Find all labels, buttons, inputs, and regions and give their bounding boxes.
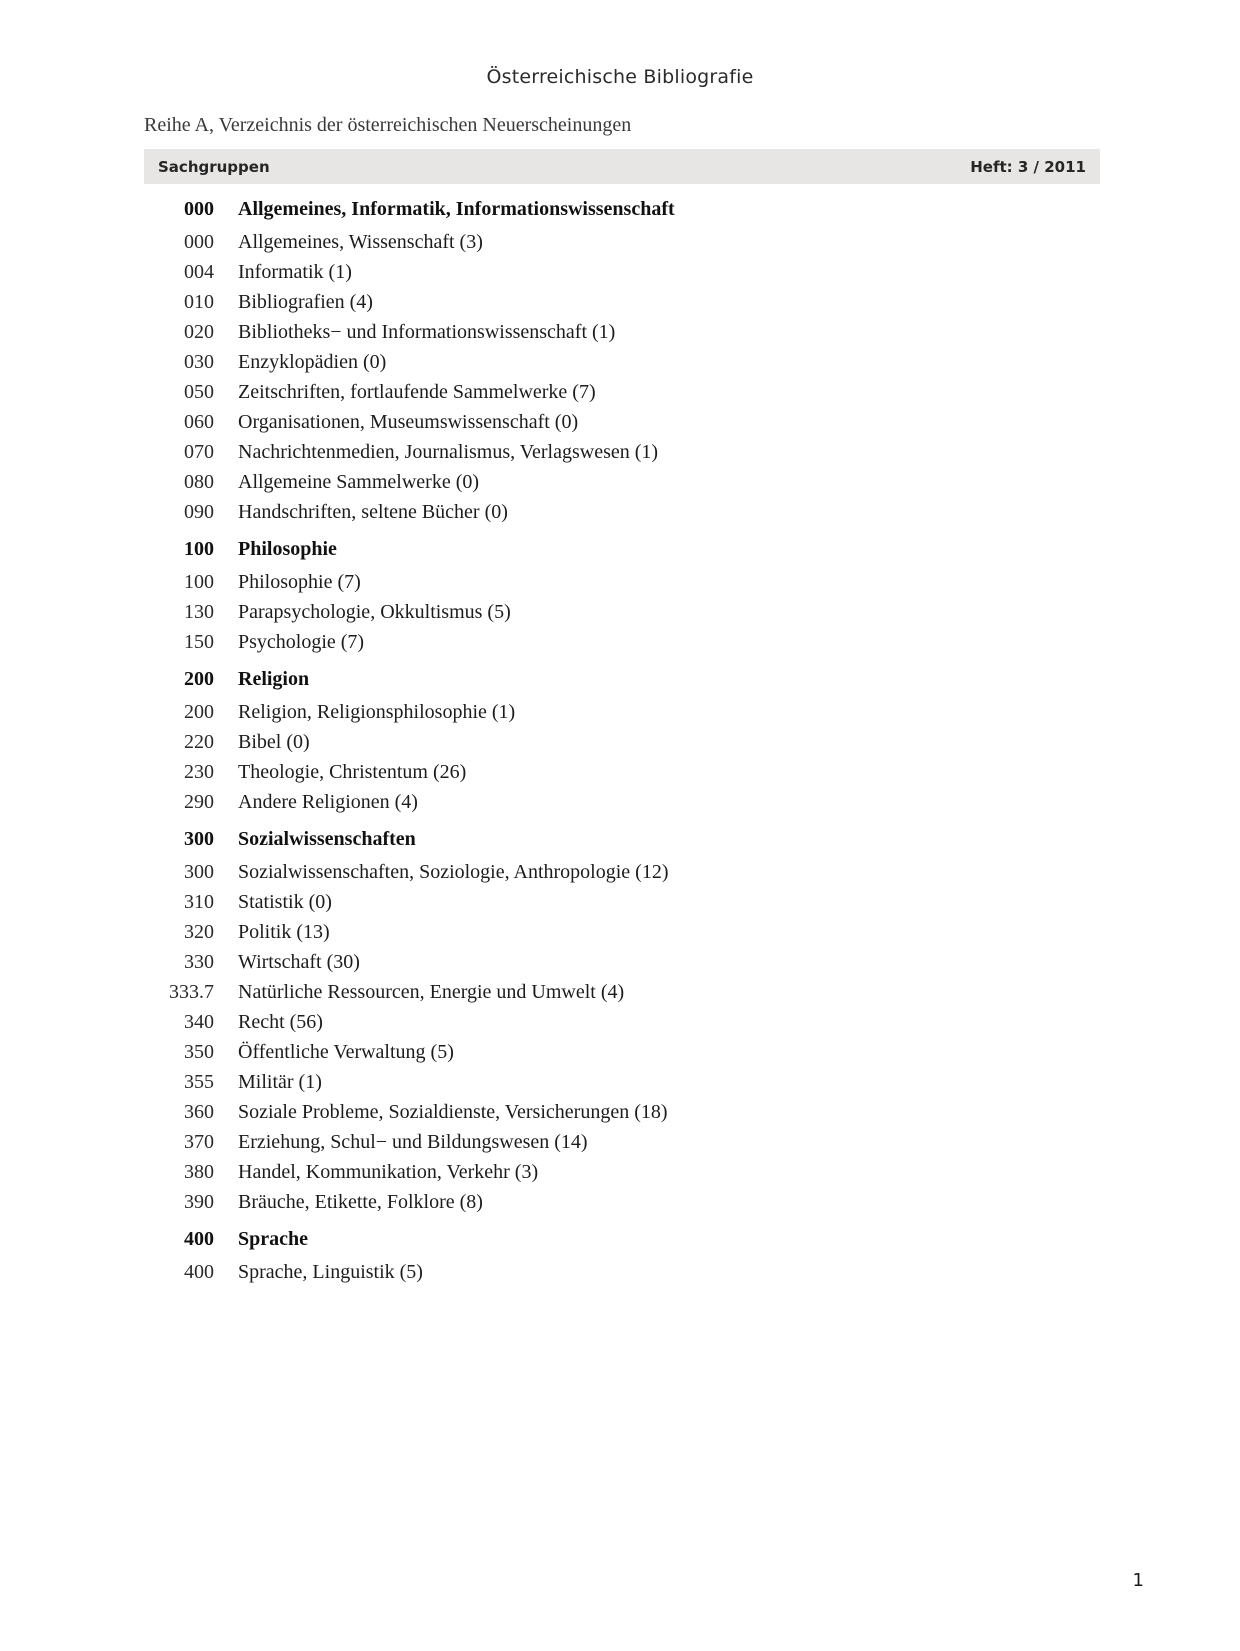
entry-code: 030: [184, 351, 214, 373]
entry-label: Natürliche Ressourcen, Energie und Umwelt (4): [238, 981, 625, 1003]
group-heading: [144, 1228, 1104, 1251]
list-item: [144, 861, 1104, 884]
entry-label: Bibliotheks− und Informationswissenschaft (1): [238, 321, 616, 343]
entry-code: 100: [184, 571, 214, 593]
group-code: 200: [184, 668, 214, 690]
entry-code: 130: [184, 601, 214, 623]
subject-group-list: [144, 198, 1104, 1284]
group-code: 300: [184, 828, 214, 850]
group-code: 100: [184, 538, 214, 560]
entry-label: Sozialwissenschaften, Soziologie, Anthropologie (12): [238, 861, 669, 883]
entry-code: 010: [184, 291, 214, 313]
entry-label: Allgemeines, Wissenschaft (3): [238, 231, 483, 253]
list-item: [144, 981, 1104, 1004]
list-item: [144, 1011, 1104, 1034]
list-item: [144, 1131, 1104, 1154]
entry-code: 000: [184, 231, 214, 253]
entry-code: 380: [184, 1161, 214, 1183]
list-item: [144, 891, 1104, 914]
list-item: [144, 1161, 1104, 1184]
entry-code: 070: [184, 441, 214, 463]
list-item: [144, 291, 1104, 314]
list-item: [144, 951, 1104, 974]
entry-label: Soziale Probleme, Sozialdienste, Versicherungen (18): [238, 1101, 668, 1123]
entry-code: 050: [184, 381, 214, 403]
group-code: 000: [184, 198, 214, 220]
group-heading: [144, 198, 1104, 221]
list-item: [144, 731, 1104, 754]
entry-label: Zeitschriften, fortlaufende Sammelwerke (7): [238, 381, 596, 403]
list-item: [144, 441, 1104, 464]
entry-label: Religion, Religionsphilosophie (1): [238, 701, 516, 723]
list-item: [144, 351, 1104, 374]
list-item: [144, 1041, 1104, 1064]
entry-code: 310: [184, 891, 214, 913]
page-number: 1: [1132, 1570, 1144, 1591]
entry-label: Philosophie (7): [238, 571, 361, 593]
group-heading: [144, 828, 1104, 851]
group-label: Sozialwissenschaften: [238, 828, 416, 850]
list-item: [144, 411, 1104, 434]
entry-code: 350: [184, 1041, 214, 1063]
entry-label: Parapsychologie, Okkultismus (5): [238, 601, 511, 623]
entry-label: Theologie, Christentum (26): [238, 761, 467, 783]
section-header-bar: [144, 149, 1100, 184]
list-item: [144, 1071, 1104, 1094]
list-item: [144, 381, 1104, 404]
entry-code: 370: [184, 1131, 214, 1153]
list-item: [144, 791, 1104, 814]
entry-label: Nachrichtenmedien, Journalismus, Verlagswesen (1): [238, 441, 659, 463]
list-item: [144, 701, 1104, 724]
entry-code: 020: [184, 321, 214, 343]
group-label: Philosophie: [238, 538, 337, 560]
list-item: [144, 921, 1104, 944]
entry-label: Bräuche, Etikette, Folklore (8): [238, 1191, 483, 1213]
entry-code: 290: [184, 791, 214, 813]
entry-code: 330: [184, 951, 214, 973]
entry-label: Politik (13): [238, 921, 330, 943]
entry-label: Statistik (0): [238, 891, 332, 913]
entry-code: 080: [184, 471, 214, 493]
group-heading: [144, 538, 1104, 561]
entry-label: Militär (1): [238, 1071, 322, 1093]
entry-label: Handel, Kommunikation, Verkehr (3): [238, 1161, 539, 1183]
entry-label: Psychologie (7): [238, 631, 365, 653]
entry-label: Andere Religionen (4): [238, 791, 418, 813]
list-item: [144, 231, 1104, 254]
entry-label: Handschriften, seltene Bücher (0): [238, 501, 508, 523]
entry-code: 360: [184, 1101, 214, 1123]
entry-label: Recht (56): [238, 1011, 323, 1033]
entry-code: 355: [184, 1071, 214, 1093]
entry-label: Erziehung, Schul− und Bildungswesen (14): [238, 1131, 588, 1153]
entry-code: 004: [184, 261, 214, 283]
entry-label: Allgemeine Sammelwerke (0): [238, 471, 480, 493]
entry-code: 300: [184, 861, 214, 883]
entry-code: 320: [184, 921, 214, 943]
series-subtitle: Reihe A, Verzeichnis der österreichischen Neuerscheinungen: [144, 114, 632, 136]
list-item: [144, 601, 1104, 624]
page-title: Österreichische Bibliografie: [486, 66, 754, 88]
group-code: 400: [184, 1228, 214, 1250]
list-item: [144, 321, 1104, 344]
entry-code: 150: [184, 631, 214, 653]
list-item: [144, 761, 1104, 784]
group-label: Allgemeines, Informatik, Informationswissenschaft: [238, 198, 675, 220]
list-item: [144, 631, 1104, 654]
entry-code: 060: [184, 411, 214, 433]
entry-label: Wirtschaft (30): [238, 951, 360, 973]
entry-code: 090: [184, 501, 214, 523]
entry-code: 220: [184, 731, 214, 753]
entry-code: 340: [184, 1011, 214, 1033]
entry-code: 400: [184, 1261, 214, 1283]
entry-label: Öffentliche Verwaltung (5): [238, 1041, 454, 1063]
entry-code: 333.7: [169, 981, 214, 1003]
entry-code: 200: [184, 701, 214, 723]
section-header-label: Sachgruppen: [158, 157, 270, 176]
entry-label: Informatik (1): [238, 261, 352, 283]
entry-code: 390: [184, 1191, 214, 1213]
entry-code: 230: [184, 761, 214, 783]
entry-label: Bibliografien (4): [238, 291, 373, 313]
group-label: Sprache: [238, 1228, 308, 1250]
issue-label: Heft: 3 / 2011: [970, 157, 1086, 176]
list-item: [144, 1101, 1104, 1124]
entry-label: Enzyklopädien (0): [238, 351, 387, 373]
group-label: Religion: [238, 668, 310, 690]
list-item: [144, 1191, 1104, 1214]
entry-label: Sprache, Linguistik (5): [238, 1261, 423, 1283]
list-item: [144, 471, 1104, 494]
entry-label: Bibel (0): [238, 731, 310, 753]
list-item: [144, 1261, 1104, 1284]
list-item: [144, 571, 1104, 594]
entry-label: Organisationen, Museumswissenschaft (0): [238, 411, 579, 433]
list-item: [144, 261, 1104, 284]
list-item: [144, 501, 1104, 524]
group-heading: [144, 668, 1104, 691]
